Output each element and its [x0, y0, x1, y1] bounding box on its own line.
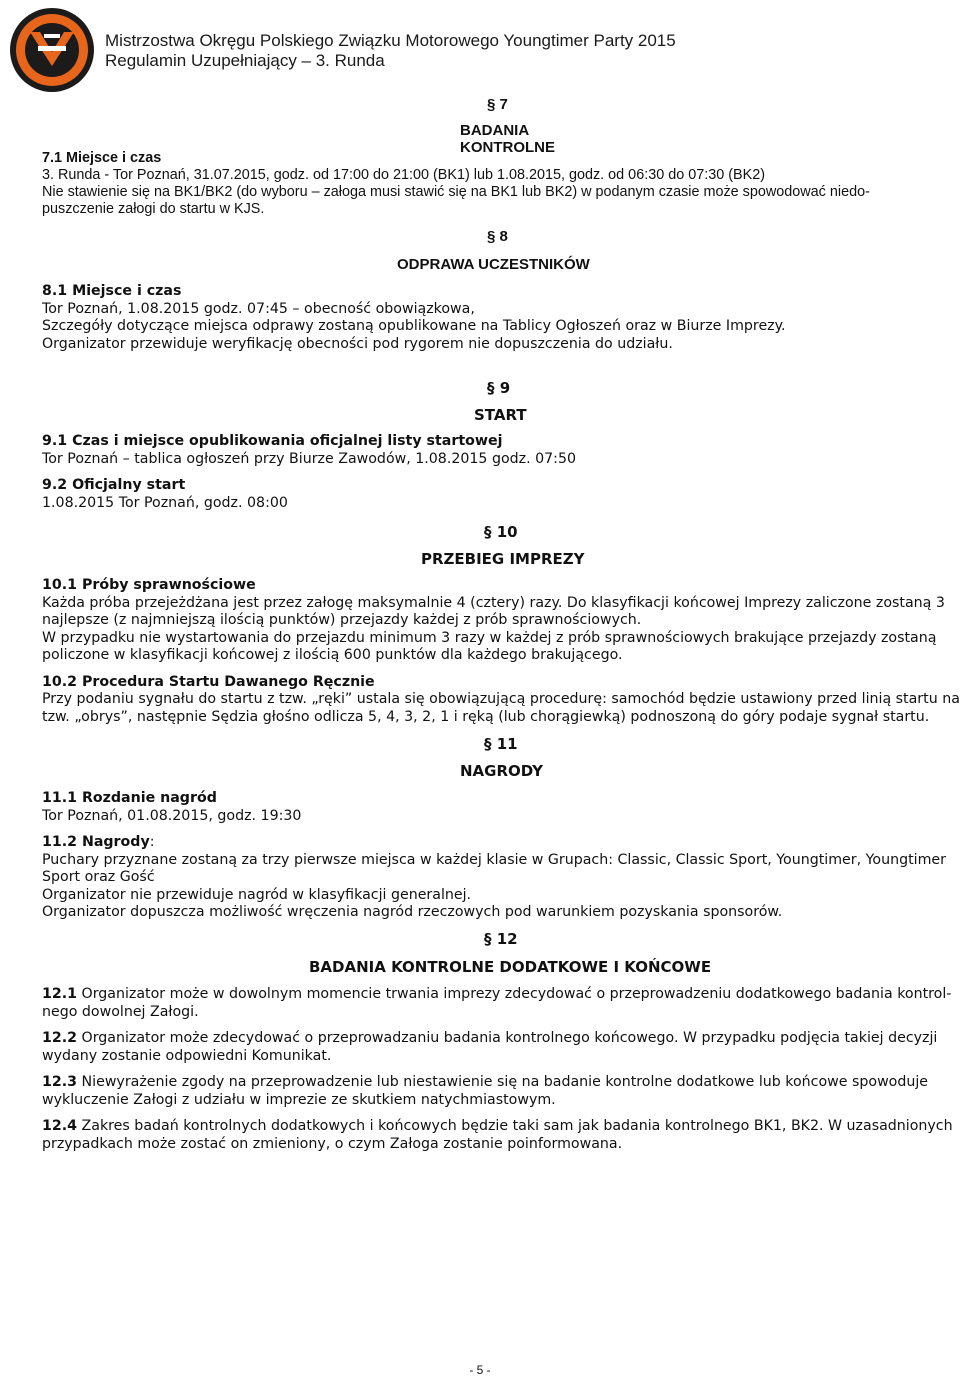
- section-12-number: § 12: [484, 930, 518, 948]
- page-number: - 5 -: [469, 1363, 491, 1377]
- subsection-9-2-line: 1.08.2015 Tor Poznań, godz. 08:00: [42, 494, 288, 511]
- subsection-11-2-line-4: Organizator dopuszcza możliwość wręczenia nagród rzeczowych pod warunkiem pozyskania sponsorów.: [42, 904, 783, 920]
- paragraph-12-3-line-1: Niewyrażenie zgody na przeprowadzenie lub niestawienie się na badanie kontrolne dodatkowe lub końcowe spowoduje: [81, 1074, 929, 1090]
- subsection-10-1-line-3: W przypadku nie wystartowania do przejazdu minimum 3 razy w każdej z prób sprawnościowych brakujące przejazdy zostaną: [42, 629, 937, 646]
- subsection-10-1-heading: 10.1 Próby sprawnościowe: [42, 577, 256, 593]
- paragraph-12-2-number: 12.2: [42, 1030, 78, 1046]
- section-11-number: § 11: [484, 735, 518, 753]
- paragraph-12-3-line-2: wykluczenie Załogi z udziału w imprezie ze skutkiem natychmiastowym.: [42, 1091, 556, 1108]
- subsection-9-1-line: Tor Poznań – tablica ogłoszeń przy Biurze Zawodów, 1.08.2015 godz. 07:50: [42, 450, 577, 467]
- section-12-title: BADANIA KONTROLNE DODATKOWE I KOŃCOWE: [309, 958, 712, 976]
- header-line-2: Regulamin Uzupełniający – 3. Runda: [105, 51, 385, 70]
- header-title: [105, 31, 676, 71]
- subsection-7-1-line-1: 3. Runda - Tor Poznań, 31.07.2015, godz. od 17:00 do 21:00 (BK1) lub 1.08.2015, godz. od 06:30 do 07:30 (BK2): [42, 167, 765, 183]
- paragraph-12-1-line-1: Organizator może w dowolnym momencie trwania imprezy zdecydować o przeprowadzeniu dodatkowego badania kontrol-: [81, 986, 952, 1002]
- section-8-title: ODPRAWA UCZESTNIKÓW: [397, 256, 590, 273]
- section-7-number: § 7: [487, 96, 508, 113]
- paragraph-12-2-line-2: wydany zostanie odpowiedni Komunikat.: [42, 1047, 332, 1064]
- subsection-10-1-line-1: Każda próba przejeżdżana jest przez załogę maksymalnie 4 (cztery) razy. Do klasyfikacji końcowej Imprezy zaliczone zostaną 3: [42, 594, 945, 611]
- subsection-10-2-line-1: Przy podaniu sygnału do startu z tzw. „ręki” ustala się obowiązującą procedurę: samochód będzie ustawiony przed linią startu na: [42, 691, 960, 707]
- subsection-9-1-heading: 9.1 Czas i miejsce opublikowania oficjalnej listy startowej: [42, 433, 503, 449]
- paragraph-12-4-line-1: Zakres badań kontrolnych dodatkowych i końcowych będzie taki sam jak badania kontrolnego BK1, BK2. W uzasadnionych: [81, 1118, 953, 1134]
- paragraph-12-2: [42, 1030, 960, 1048]
- subsection-10-1-line-4: policzone w klasyfikacji końcowej z ilością 600 punktów dla każdego brakującego.: [42, 647, 623, 663]
- subsection-11-2-line-1: Puchary przyznane zostaną za trzy pierwsze miejsca w każdej klasie w Grupach: Classic, Classic Sport, Youngtimer, Youngtimer: [42, 851, 946, 868]
- section-9-title: START: [474, 406, 527, 424]
- subsection-11-1-line: Tor Poznań, 01.08.2015, godz. 19:30: [42, 807, 302, 824]
- section-11-title: NAGRODY: [460, 762, 543, 780]
- subsection-8-1-line-1: Tor Poznań, 1.08.2015 godz. 07:45 – obecność obowiązkowa,: [42, 300, 475, 317]
- subsection-7-1-heading: 7.1 Miejsce i czas: [42, 150, 162, 166]
- paragraph-12-1-number: 12.1: [42, 986, 78, 1002]
- subsection-11-1-heading: 11.1 Rozdanie nagród: [42, 790, 217, 806]
- paragraph-12-3: [42, 1074, 960, 1092]
- section-10-title: PRZEBIEG IMPREZY: [421, 550, 585, 568]
- paragraph-12-2-line-1: Organizator może zdecydować o przeprowadzaniu badania kontrolnego końcowego. W przypadku podjęcia takiej decyzji: [81, 1030, 938, 1046]
- subsection-8-1-line-3: Organizator przewiduje weryfikację obecności pod rygorem nie dopuszczenia do udziału.: [42, 335, 673, 352]
- paragraph-12-1: [42, 986, 960, 1004]
- subsection-11-2-line-2: Sport oraz Gość: [42, 869, 155, 885]
- subsection-8-1-line-2: Szczegóły dotyczące miejsca odprawy zostaną opublikowane na Tablicy Ogłoszeń oraz w Biurze Imprezy.: [42, 318, 786, 334]
- section-8-number: § 8: [487, 228, 508, 245]
- section-10-number: § 10: [484, 523, 518, 541]
- paragraph-12-4-number: 12.4: [42, 1118, 78, 1134]
- subsection-10-2-heading: 10.2 Procedura Startu Dawanego Ręcznie: [42, 673, 375, 690]
- section-7-title: BADANIA KONTROLNE: [460, 122, 555, 156]
- subsection-10-1-line-2: najlepsze (z najmniejszą ilością punktów) przejazdy każdej z prób sprawnościowych.: [42, 612, 642, 628]
- paragraph-12-1-line-2: nego dowolnej Załogi.: [42, 1003, 199, 1020]
- subsection-11-2-heading: 11.2 Nagrody: [42, 834, 150, 850]
- paragraph-12-4: [42, 1118, 960, 1136]
- subsection-10-2-line-2: tzw. „obrys”, następnie Sędzia głośno odlicza 5, 4, 3, 2, 1 i ręką (lub chorągiewką) podnoszoną do góry podaje sygnał startu.: [42, 708, 930, 725]
- paragraph-12-3-number: 12.3: [42, 1074, 78, 1090]
- subsection-11-2-line-3: Organizator nie przewiduje nagród w klasyfikacji generalnej.: [42, 886, 472, 903]
- subsection-8-1-heading: 8.1 Miejsce i czas: [42, 283, 182, 299]
- paragraph-12-4-line-2: przypadkach może zostać on zmieniony, o czym Załoga zostanie poinformowana.: [42, 1135, 623, 1152]
- subsection-7-1-line-3: puszczenie załogi do startu w KJS.: [42, 201, 265, 217]
- youngtimer-club-logo: [8, 6, 96, 94]
- subsection-11-2-colon: :: [149, 834, 155, 850]
- section-9-number: § 9: [487, 379, 511, 397]
- page-header: [0, 0, 960, 100]
- subsection-9-2-heading: 9.2 Oficjalny start: [42, 477, 186, 493]
- header-line-1: Mistrzostwa Okręgu Polskiego Związku Motorowego Youngtimer Party 2015: [105, 31, 676, 50]
- subsection-7-1-line-2: Nie stawienie się na BK1/BK2 (do wyboru – załoga musi stawić się na BK1 lub BK2) w podanym czasie może spowodować niedo-: [42, 184, 870, 200]
